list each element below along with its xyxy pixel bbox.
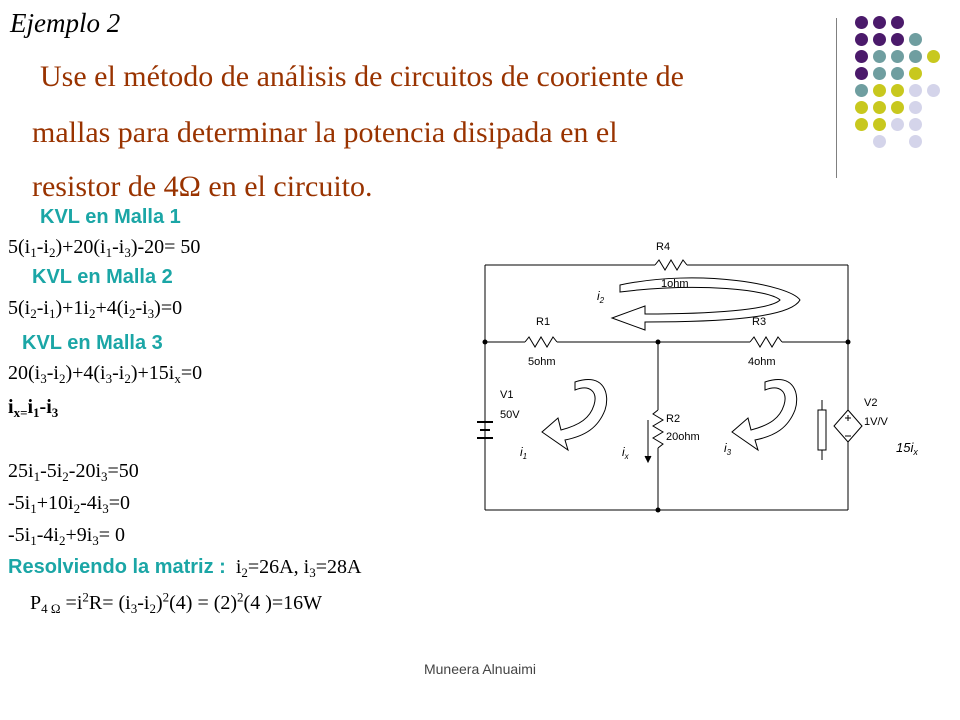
- solve-line: Resolviendo la matriz : $i_2=26A$, $i_3=28A$: [8, 556, 362, 580]
- v1-name: V1: [500, 389, 514, 401]
- power-equation: $P_{4 \Omega} =i^2R= (i_3-i_2)^2(4) = (2)^2(4$ )=16W: [30, 589, 323, 616]
- i3-label: $i_3$: [724, 441, 732, 457]
- v2-name: V2: [864, 397, 878, 409]
- mesh-3-arrow: [732, 380, 797, 450]
- system-equation-1: $25i_1-5i_2-20i_3=50$: [8, 460, 139, 484]
- r1-value: 5ohm: [528, 356, 556, 368]
- dependent-source-label: $15i_x$: [896, 440, 918, 457]
- v1-value: 50V: [500, 409, 520, 421]
- question-line-1: Use el método de análisis de circuitos de cooriente de: [40, 60, 684, 93]
- system-equation-3: $-5i_1-4i_2+9i_3= 0$: [8, 524, 126, 548]
- i1-label: $i_1$: [520, 445, 528, 461]
- ix-relation: $i_{x=}i_1-i_3$: [8, 396, 59, 420]
- footer-author: Muneera Alnuaimi: [423, 661, 537, 677]
- r1-name: R1: [536, 316, 551, 328]
- question-line-3: resistor de 4Ω en el circuito.: [32, 170, 373, 203]
- kvl-mesh-3-equation: $20(i_3-i_2)+4(i_3-i_2)+15i_x=0$: [8, 362, 203, 386]
- slide-title: Ejemplo 2: [10, 8, 121, 38]
- kvl-mesh-1-label: KVL en Malla 1: [40, 206, 181, 228]
- solve-label: Resolviendo la matriz :: [8, 556, 226, 578]
- system-equation-2: $-5i_1+10i_2-4i_3=0$: [8, 492, 131, 516]
- r2-name: R2: [666, 413, 681, 425]
- r2-value: 20ohm: [666, 431, 700, 443]
- r3-value: 4ohm: [748, 356, 776, 368]
- ix-label: $i_x$: [622, 445, 629, 461]
- mesh-2-arrow: [612, 278, 800, 330]
- v2-value: 1V/V: [864, 416, 888, 428]
- r4-name: R4: [656, 241, 671, 253]
- mesh-1-arrow: [542, 380, 607, 450]
- question-line-2: mallas para determinar la potencia disipada en el: [32, 116, 618, 149]
- r4-value: 1ohm: [661, 278, 689, 290]
- kvl-mesh-1-equation: $5(i_1-i_2)+20(i_1-i_3)-20= 50$: [8, 236, 201, 260]
- r3-name: R3: [752, 316, 767, 328]
- kvl-mesh-3-label: KVL en Malla 3: [22, 332, 163, 354]
- kvl-mesh-2-label: KVL en Malla 2: [32, 266, 173, 288]
- kvl-mesh-2-equation: $5(i_2-i_1)+1i_2+4(i_2-i_3)=0$: [8, 297, 183, 321]
- i2-label: $i_2$: [597, 289, 605, 305]
